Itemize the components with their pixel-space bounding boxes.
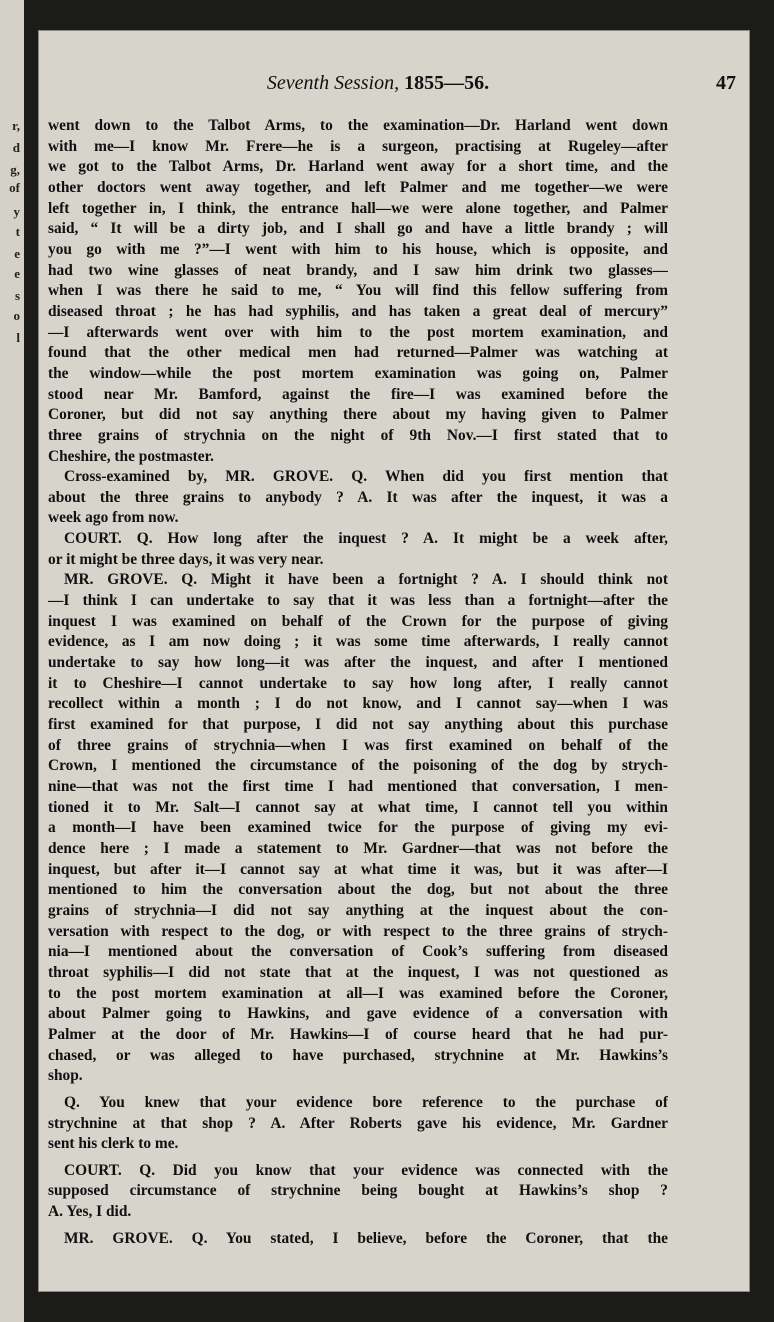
page-number: 47 bbox=[716, 72, 736, 94]
running-head-title: Seventh Session, bbox=[266, 72, 400, 94]
margin-fragment: e bbox=[14, 266, 20, 281]
text-line: you go with me ?”—I went with him to his house, which is opposite, and bbox=[48, 240, 668, 258]
text-line: said, “ It will be a dirty job, and I shall go and have a little brandy ; will bbox=[48, 220, 668, 238]
text-line: left together in, I think, the entrance hall—we were alone together, and Palmer bbox=[48, 199, 668, 217]
text-line: MR. GROVE. Q. Might it have been a fortnight ? A. I should think not bbox=[64, 571, 668, 589]
text-line: a month—I have been examined twice for the purpose of giving my evi- bbox=[48, 819, 668, 837]
margin-fragment: of bbox=[9, 180, 20, 195]
text-line: versation with respect to the dog, or with respect to the three grains of strych- bbox=[48, 922, 668, 940]
text-line: inquest, but after it—I cannot say at what time it was, but it was after—I bbox=[48, 860, 668, 878]
text-line: tioned it to Mr. Salt—I cannot say at what time, I cannot tell you within bbox=[48, 798, 668, 816]
text-line: about the three grains to anybody ? A. It was after the inquest, it was a bbox=[48, 488, 668, 506]
margin-fragment: g, bbox=[10, 162, 20, 177]
margin-fragment: o bbox=[13, 308, 20, 323]
text-line: shop. bbox=[48, 1067, 83, 1085]
testimony-text bbox=[48, 116, 668, 1249]
text-line: inquest I was examined on behalf of the Crown for the purpose of giving bbox=[48, 612, 668, 630]
margin-fragment: t bbox=[15, 224, 20, 239]
text-line: undertake to say how long—it was after the inquest, and after I mentioned bbox=[48, 654, 668, 672]
text-line: diseased throat ; he has had syphilis, and has taken a great deal of mercury” bbox=[48, 302, 668, 320]
text-line: strychnine at that shop ? A. After Roberts gave his evidence, Mr. Gardner bbox=[48, 1114, 668, 1132]
text-line: mentioned to him the conversation about the dog, but not about the three bbox=[48, 881, 668, 899]
text-line: had two wine glasses of neat brandy, and I saw him drink two glasses— bbox=[48, 261, 668, 279]
text-line: with me—I know Mr. Frere—he is a surgeon, practising at Rugeley—after bbox=[48, 137, 668, 155]
text-line: recollect within a month ; I do not know, and I cannot say—when I was bbox=[48, 695, 668, 713]
document-page bbox=[38, 30, 750, 1292]
text-line: went down to the Talbot Arms, to the examination—Dr. Harland went down bbox=[48, 117, 668, 134]
text-line: Palmer at the door of Mr. Hawkins—I of course heard that he had pur- bbox=[48, 1025, 668, 1043]
text-line: the window—while the post mortem examination was going on, Palmer bbox=[48, 364, 668, 382]
text-line: MR. GROVE. Q. You stated, I believe, before the Coroner, that the bbox=[64, 1229, 668, 1247]
text-line: nia—I mentioned about the conversation of Cook’s suffering from diseased bbox=[48, 943, 668, 961]
margin-fragment: s bbox=[14, 288, 20, 303]
text-line: three grains of strychnia on the night of 9th Nov.—I first stated that to bbox=[48, 426, 668, 444]
text-line: A. Yes, I did. bbox=[48, 1203, 132, 1221]
text-line: evidence, as I am now doing ; it was some time afterwards, I really cannot bbox=[48, 633, 668, 651]
text-line: —I afterwards went over with him to the post mortem examination, and bbox=[48, 323, 668, 341]
text-line: first examined for that purpose, I did not say anything about this purchase bbox=[48, 716, 668, 734]
margin-fragment: l bbox=[16, 330, 20, 345]
text-line: chased, or was alleged to have purchased, strychnine at Mr. Hawkins’s bbox=[48, 1046, 668, 1064]
text-line: throat syphilis—I did not state that at the inquest, I was not questioned as bbox=[48, 963, 668, 981]
text-line: COURT. Q. How long after the inquest ? A. It might be a week after, bbox=[64, 530, 668, 548]
text-line: dence here ; I made a statement to Mr. Gardner—that was not before the bbox=[48, 839, 668, 857]
adjacent-page-strip bbox=[0, 0, 24, 1322]
text-line: of three grains of strychnia—when I was first examined on behalf of the bbox=[48, 736, 668, 754]
text-line: sent his clerk to me. bbox=[48, 1135, 179, 1153]
text-line: Cheshire, the postmaster. bbox=[48, 447, 214, 465]
text-line: stood near Mr. Bamford, against the fire—I was examined before the bbox=[48, 385, 668, 403]
text-line: Crown, I mentioned the circumstance of the poisoning of the dog by strych- bbox=[48, 757, 668, 775]
text-line: about Palmer going to Hawkins, and gave evidence of a conversation with bbox=[48, 1005, 668, 1023]
text-line: Coroner, but did not say anything there about my having given to Palmer bbox=[48, 406, 668, 424]
text-line: —I think I can undertake to say that it was less than a fortnight—after the bbox=[48, 592, 668, 610]
text-line: other doctors went away together, and left Palmer and me together—we were bbox=[48, 178, 668, 196]
running-head bbox=[38, 72, 718, 95]
text-line: grains of strychnia—I did not say anything at the inquest about the con- bbox=[48, 901, 668, 919]
text-line: to the post mortem examination at all—I was examined before the Coroner, bbox=[48, 984, 668, 1002]
text-line: Q. You knew that your evidence bore reference to the purchase of bbox=[64, 1093, 668, 1111]
text-line: found that the other medical men had returned—Palmer was watching at bbox=[48, 344, 668, 362]
margin-fragment: e bbox=[14, 246, 20, 261]
running-head-years: 1855—56. bbox=[404, 72, 490, 94]
text-line: Cross-examined by, MR. GROVE. Q. When did you first mention that bbox=[64, 468, 668, 486]
text-line: supposed circumstance of strychnine being bought at Hawkins’s shop ? bbox=[48, 1182, 668, 1200]
margin-fragment: y bbox=[13, 204, 20, 219]
text-line: or it might be three days, it was very near. bbox=[48, 550, 324, 568]
margin-fragment: r, bbox=[12, 118, 20, 133]
text-line: week ago from now. bbox=[48, 509, 179, 527]
text-line: nine—that was not the first time I had mentioned that conversation, I men- bbox=[48, 778, 668, 795]
text-line: COURT. Q. Did you know that your evidence was connected with the bbox=[64, 1161, 668, 1179]
text-line: when I was there he said to me, “ You will find this fellow suffering from bbox=[48, 282, 668, 300]
text-line: it to Cheshire—I cannot undertake to say how long after, I really cannot bbox=[48, 674, 668, 692]
margin-fragment: d bbox=[12, 140, 20, 155]
text-line: we got to the Talbot Arms, Dr. Harland went away for a short time, and the bbox=[48, 158, 668, 176]
page-header bbox=[38, 72, 750, 100]
